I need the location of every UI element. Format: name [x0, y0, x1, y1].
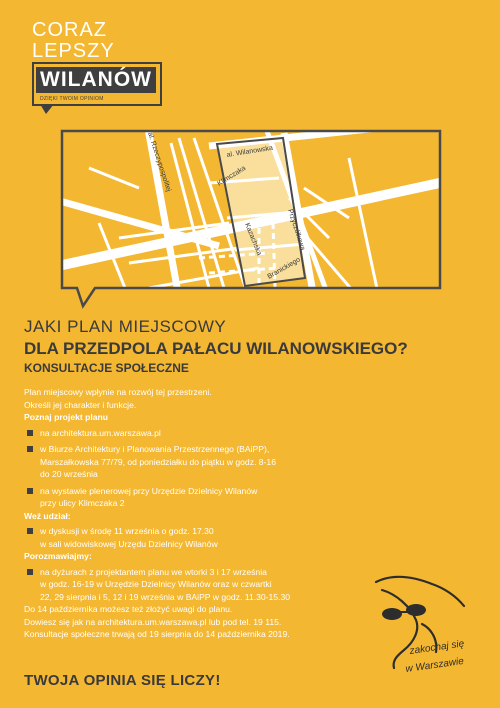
info-line-termin: Konsultacje społeczne trwają od 19 sierpnia do 14 października 2019.	[24, 629, 290, 639]
logo-wilanow: WILANÓW	[36, 67, 156, 93]
bullet-icon	[27, 446, 33, 452]
info-line-kontakt: Dowiesz się jak na architektura.um.warszawa.pl lub pod tel. 19 115.	[24, 616, 282, 627]
logo-bubble-tail	[40, 104, 60, 116]
list-item	[24, 525, 354, 550]
headline-line-1: JAKI PLAN MIEJSCOWY	[24, 317, 227, 336]
intro-line-1: Plan miejscowy wpłynie na rozwój tej przestrzeni.	[24, 387, 212, 397]
item-text: w godz. 16-19 w Urzędzie Dzielnicy Wilanów oraz w czwartki	[40, 579, 272, 589]
headline-line-3: KONSULTACJE SPOŁECZNE	[24, 361, 189, 375]
item-text: Marszałkowska 77/79, od poniedziałku do piątku w godz. 8-16	[40, 456, 276, 467]
item-text: w sali widowiskowej Urzędu Dzielnicy Wilanów	[40, 538, 218, 549]
logo-line-2: LEPSZY	[32, 40, 115, 62]
bullet-icon	[27, 569, 33, 575]
item-text: na dyżurach z projektantem planu we wtorki 3 i 17 września	[40, 566, 267, 577]
section-title-poznaj: Poznaj projekt planu	[24, 412, 109, 422]
list-item	[24, 427, 354, 440]
brand-line-1: zakochaj się	[408, 638, 465, 657]
item-text: do 20 września	[40, 469, 98, 479]
section-title-wez-udzial: Weź udział:	[24, 510, 71, 521]
logo-line-1: CORAZ	[32, 19, 107, 41]
list-item	[24, 485, 354, 510]
brand-line-2: w Warszawie	[404, 655, 465, 675]
headline	[24, 317, 484, 376]
section-title-porozmawiajmy: Porozmawiajmy:	[24, 551, 92, 561]
bullet-icon	[27, 430, 33, 436]
label-al-rzeczypospolitej: al. Rzeczypospolitej	[146, 131, 172, 193]
list-item	[24, 566, 354, 604]
label-przyczolkowa: Przyczółkowa	[286, 208, 306, 252]
bullet-icon	[27, 488, 33, 494]
label-branickiego: Branickiego	[266, 256, 302, 281]
label-al-wilanowska: al. Wilanowska	[226, 144, 274, 159]
intro-line-2: Określi jej charakter i funkcje.	[24, 399, 137, 410]
headline-line-2: DLA PRZEDPOLA PAŁACU WILANOWSKIEGO?	[24, 339, 408, 358]
logo-coraz-lepszy	[32, 20, 115, 62]
site-map	[59, 128, 443, 318]
bullet-icon	[27, 528, 33, 534]
item-text: na wystawie plenerowej przy Urzędzie Dzielnicy Wilanów	[40, 485, 258, 496]
item-text: przy ulicy Klimczaka 2	[40, 498, 125, 508]
info-line-uwagi: Do 14 października możesz też złożyć uwagi do planu.	[24, 604, 233, 614]
item-text: na architektura.um.warszawa.pl	[40, 427, 161, 438]
slogan: TWOJA OPINIA SIĘ LICZY!	[24, 672, 221, 689]
item-text: w dyskusji w środę 11 września o godz. 17.30	[40, 526, 214, 536]
label-kazachska: Kazachska	[243, 222, 263, 257]
zakochaj-sie-w-warszawie-logo	[372, 572, 482, 682]
item-text: 22, 29 sierpnia i 5, 12 i 19 września w BAiPP w godz. 11.30-15.30	[40, 591, 291, 602]
logo-wilanow-box	[32, 62, 162, 106]
label-klimczaka: Klimczaka	[216, 164, 248, 188]
logo-tagline: DZIĘKI TWOIM OPINIOM	[40, 96, 104, 102]
body-text	[24, 386, 354, 641]
list-item	[24, 443, 354, 481]
item-text: w Biurze Architektury i Planowania Przestrzennego (BAiPP),	[40, 444, 270, 454]
